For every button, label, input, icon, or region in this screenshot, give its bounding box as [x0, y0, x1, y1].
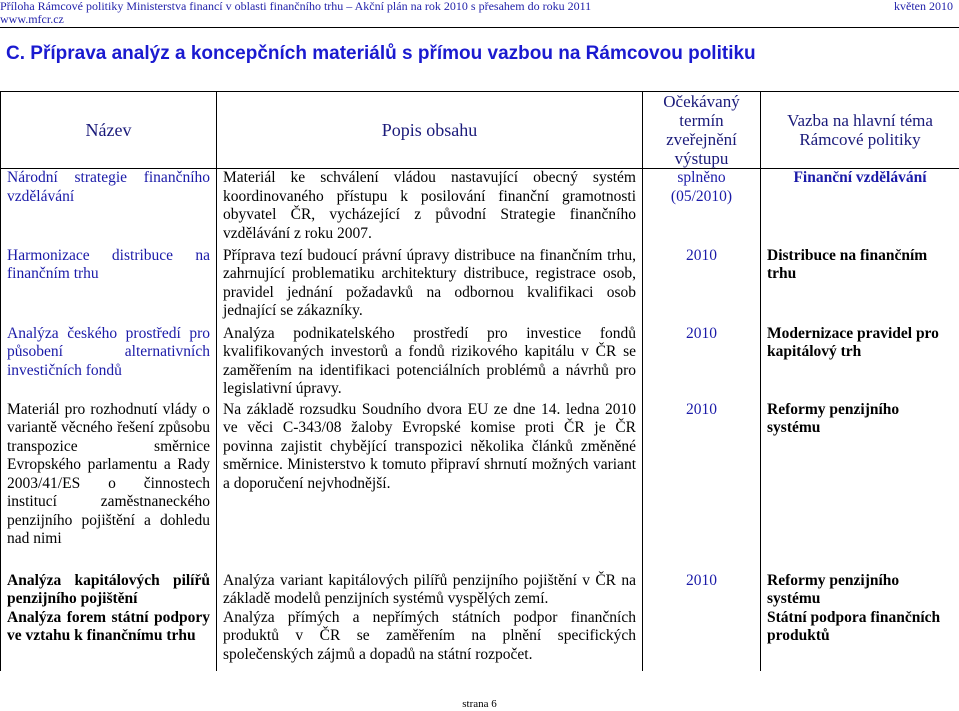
row-name: Harmonizace distribuce na finančním trhu: [1, 247, 217, 325]
table-row: [1, 325, 959, 401]
table-row: [1, 169, 959, 247]
document-title: Příloha Rámcové politiky Ministerstva financí v oblasti finančního trhu – Akční plán na rok 2010 s přesahem do roku 2011: [0, 0, 592, 13]
table-row: [1, 401, 959, 572]
page-number: strana 6: [462, 698, 497, 710]
header-rule: [0, 27, 959, 28]
row-name: Analýza forem státní podpory ve vztahu k finančnímu trhu: [1, 609, 217, 671]
row-topic: Finanční vzdělávání: [761, 169, 959, 247]
row-term: splněno (05/2010): [643, 169, 761, 247]
table-row: [1, 572, 959, 609]
row-name: Analýza českého prostředí pro působení alternativních investičních fondů: [1, 325, 217, 401]
row-description: Analýza přímých a nepřímých státních podpor finančních produktů v ČR se zaměřením na plnění specifických společenských zájmů a dopadů na státní rozpočet.: [217, 609, 643, 671]
table-row: [1, 247, 959, 325]
row-name: Analýza kapitálových pilířů penzijního pojištění: [1, 572, 217, 609]
row-description: Analýza variant kapitálových pilířů penzijního pojištění v ČR na základě modelů penzijních systémů vyspělých zemí.: [217, 572, 643, 609]
col-header-name: Název: [1, 92, 217, 169]
actions-table: [0, 91, 959, 671]
row-name: Národní strategie finančního vzdělávání: [1, 169, 217, 247]
table-header-row: [1, 92, 959, 169]
row-term: 2010: [643, 325, 761, 401]
row-topic: Státní podpora finančních produktů: [761, 609, 959, 671]
row-term: 2010: [643, 401, 761, 572]
row-topic: Reformy penzijního systému: [761, 401, 959, 572]
row-description: Příprava tezí budoucí právní úpravy distribuce na finančním trhu, zahrnující problematiku architektury distribuce, registrace osob, pravidel jednání požadavků na odbornou kvalifikaci osob jednající se zákazníky.: [217, 247, 643, 325]
row-topic: Modernizace pravidel pro kapitálový trh: [761, 325, 959, 401]
row-description: Analýza podnikatelského prostředí pro investice fondů kvalifikovaných investorů a fondů rizikového kapitálu v ČR se zaměřením na identifikaci potenciálních problémů a návrhů pro legislativní úpravy.: [217, 325, 643, 401]
header-date: květen 2010: [894, 0, 953, 13]
row-name: Materiál pro rozhodnutí vlády o variantě věcného řešení způsobu transpozice směrnice Evropského parlamentu a Rady 2003/41/ES o činnostech institucí zaměstnaneckého penzijního pojištění a dohledu nad nimi: [1, 401, 217, 572]
col-header-description: Popis obsahu: [217, 92, 643, 169]
col-header-term: Očekávaný termín zveřejnění výstupu: [643, 92, 761, 169]
section-title: C. Příprava analýz a koncepčních materiálů s přímou vazbou na Rámcovou politiku: [6, 43, 756, 64]
row-topic: Reformy penzijního systému: [761, 572, 959, 609]
running-header: [0, 0, 591, 26]
row-topic: Distribuce na finančním trhu: [761, 247, 959, 325]
row-term: 2010: [643, 247, 761, 325]
website-link[interactable]: www.mfcr.cz: [0, 12, 64, 26]
col-header-topic: Vazba na hlavní téma Rámcové politiky: [761, 92, 959, 169]
row-description: Materiál ke schválení vládou nastavující obecný systém koordinovaného přístupu k posilování finanční gramotnosti obyvatel ČR, vycházející z původní Strategie finančního vzdělávání z roku 2007.: [217, 169, 643, 247]
table-row: [1, 609, 959, 671]
row-term: [643, 609, 761, 671]
row-description: Na základě rozsudku Soudního dvora EU ze dne 14. ledna 2010 ve věci C-343/08 žaloby Evropské komise proti ČR je ČR povinna zajistit chybějící transpozici několika článků změněné směrnice. Ministerstvo k tomuto připraví shrnutí možných variant a doporučení nejvhodnější.: [217, 401, 643, 572]
row-term: 2010: [643, 572, 761, 609]
